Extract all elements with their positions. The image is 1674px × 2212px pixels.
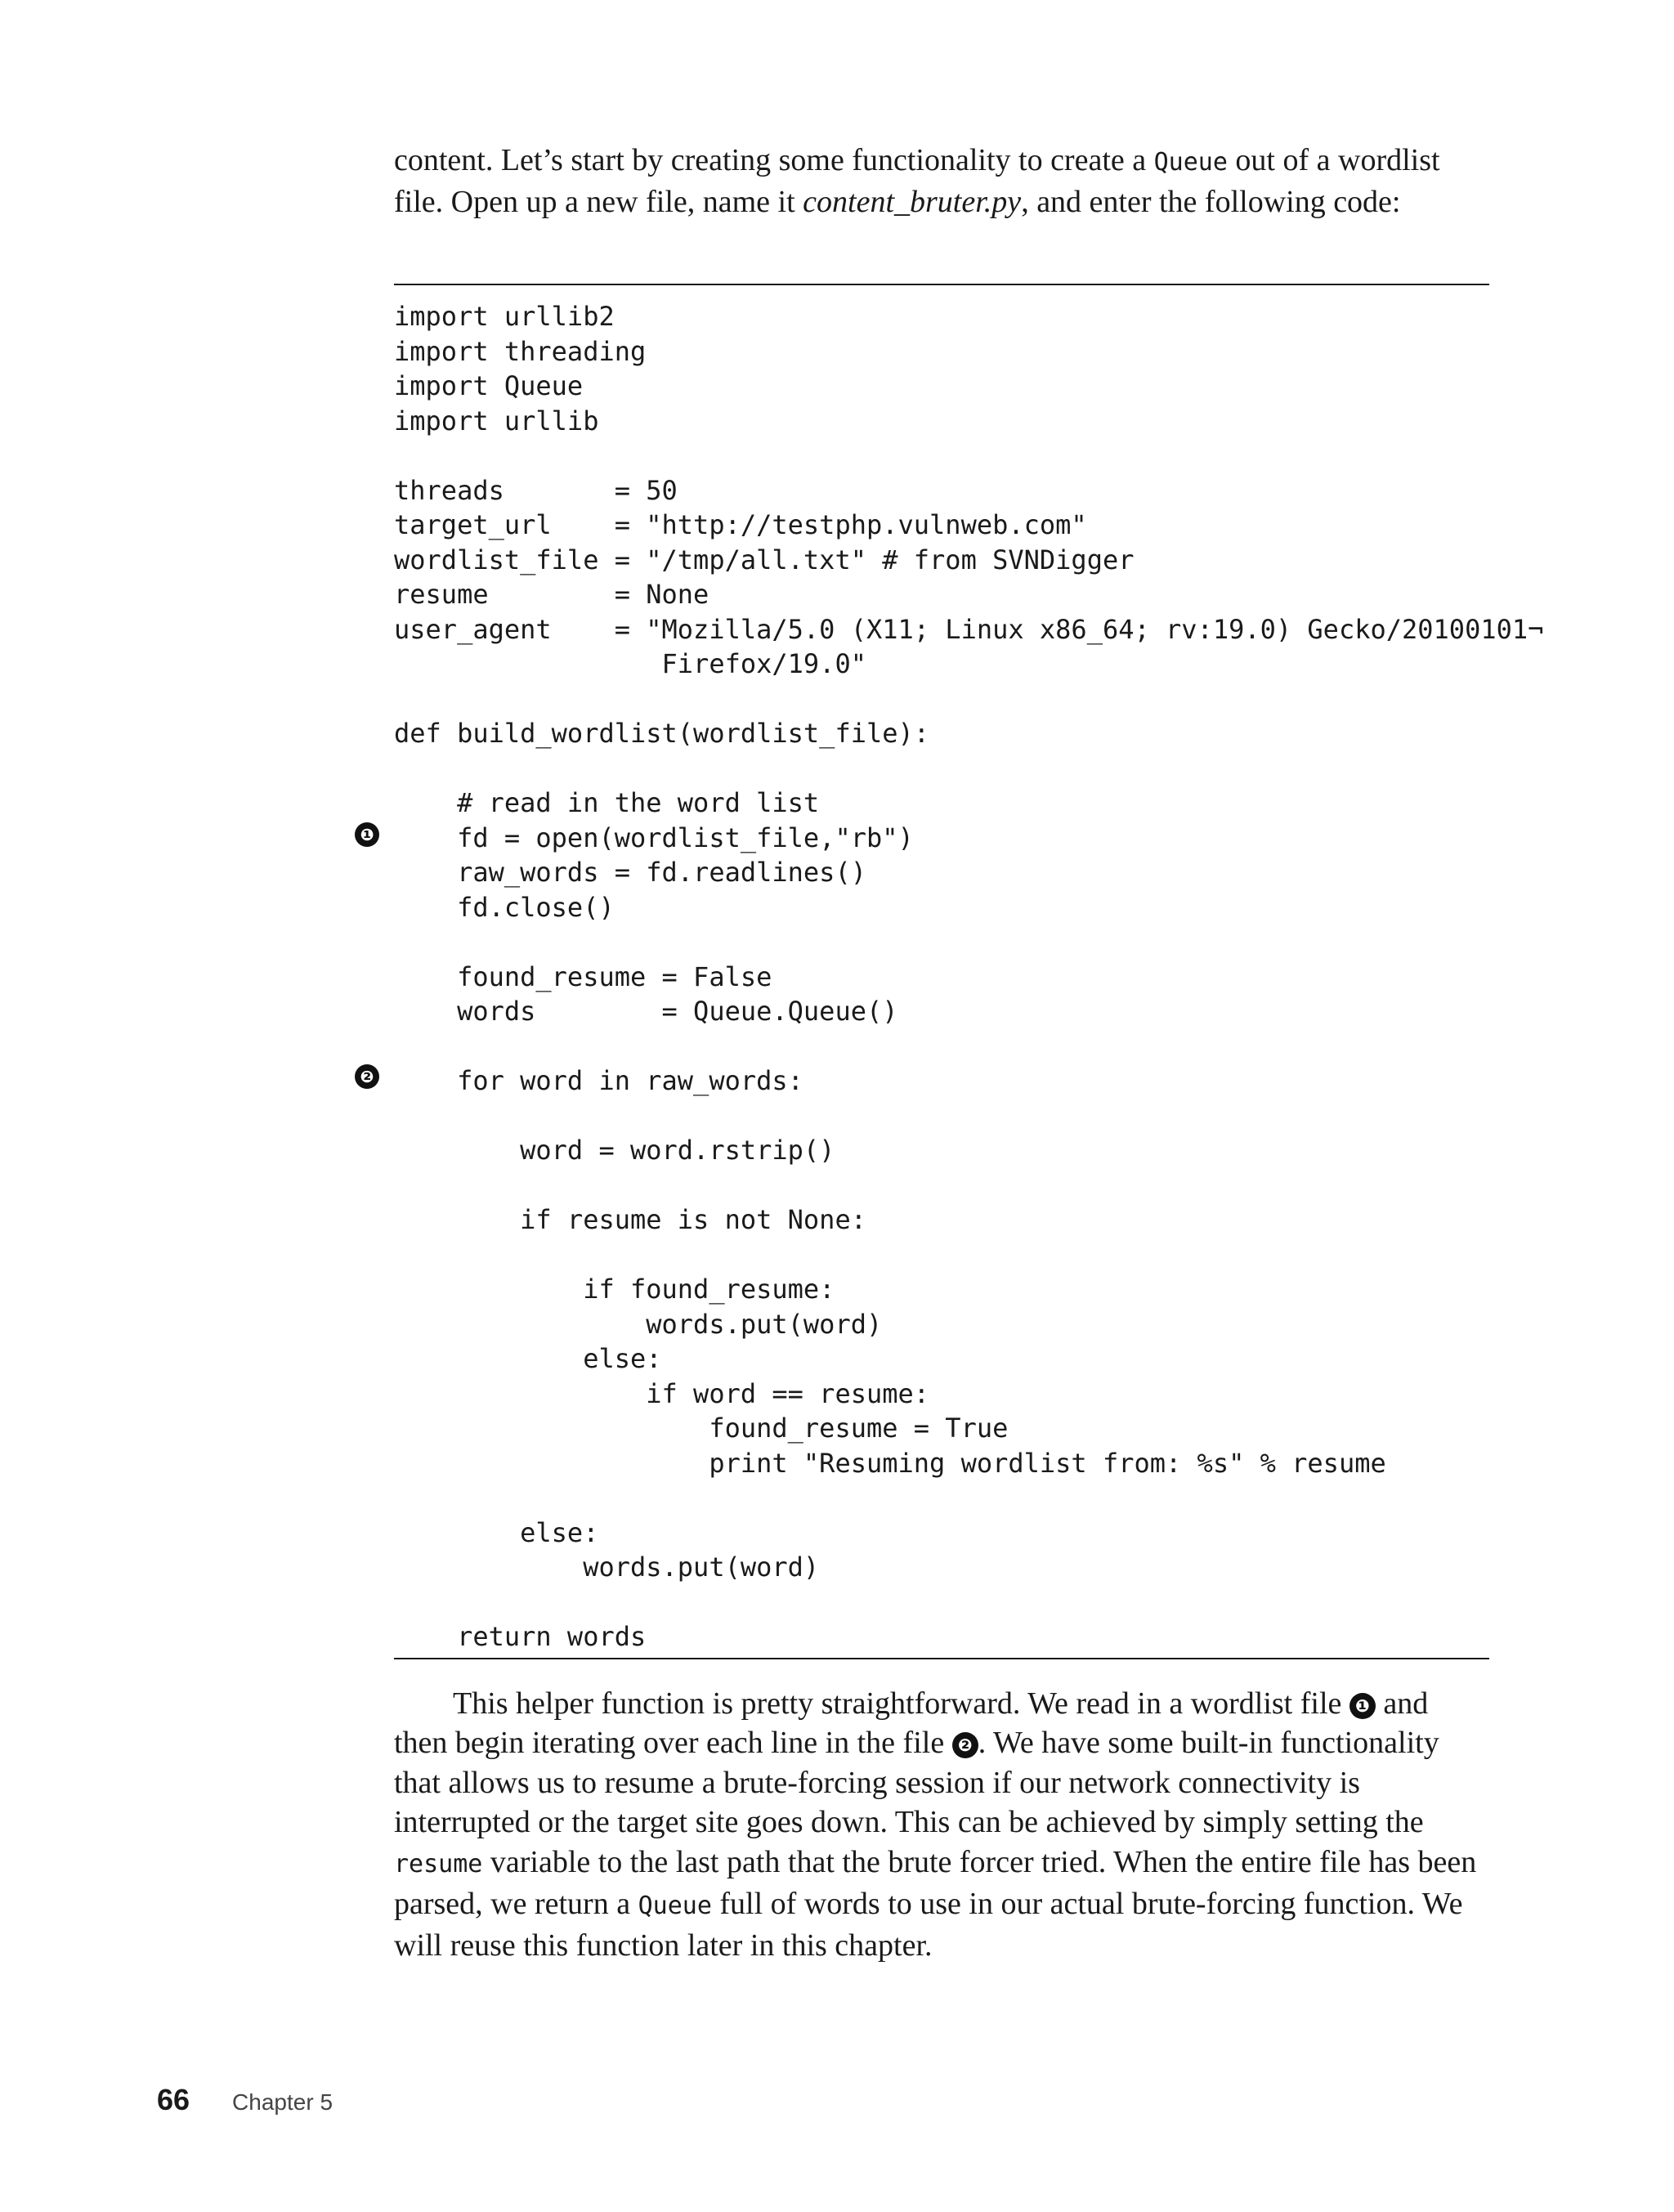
code-line: if resume is not None: [394, 1204, 866, 1235]
code-line: user_agent = "Mozilla/5.0 (X11; Linux x86_64; rv:19.0) Gecko/20100101¬ [394, 613, 1544, 645]
code-top-rule [394, 284, 1489, 285]
code-line: words.put(word) [394, 1552, 820, 1583]
intro-text-2: out of a wordlist file. Open up a new file, name it [394, 143, 1440, 220]
body-paragraph [394, 1684, 1489, 1966]
code-bottom-rule [394, 1658, 1489, 1659]
code-listing [394, 299, 1544, 1655]
code-line: return words [394, 1621, 647, 1652]
code-line: words.put(word) [394, 1308, 883, 1340]
callout-1-marker: ❶ [355, 822, 379, 847]
code-line: import urllib [394, 405, 599, 437]
code-line: found_resume = False [394, 960, 772, 992]
code-line: print "Resuming wordlist from: %s" % resume [394, 1447, 1386, 1479]
filename: content_bruter.py [803, 185, 1022, 220]
inline-callout-1: ❶ [1349, 1693, 1376, 1719]
code-line: resume = None [394, 579, 709, 610]
code-line: wordlist_file = "/tmp/all.txt" # from SVNDigger [394, 544, 1135, 575]
code-line: found_resume = True [394, 1413, 1009, 1444]
code-line: threads = 50 [394, 474, 678, 506]
code-line: if found_resume: [394, 1274, 835, 1305]
page-number: 66 [157, 2083, 190, 2116]
body-text-2: and then begin iterating over each line in the file [394, 1686, 1429, 1761]
code-line: Firefox/19.0" [394, 648, 866, 679]
code-line: # read in the word list [394, 787, 820, 818]
inline-callout-2: ❷ [952, 1732, 978, 1758]
body-text-5: full of words to use in our actual brute-forcing function. We will reuse this function later in this chapter. [394, 1887, 1463, 1963]
inline-code-queue: Queue [1153, 148, 1228, 177]
code-line: else: [394, 1516, 599, 1548]
code-line: for word in raw_words: [394, 1065, 803, 1096]
code-line: else: [394, 1343, 662, 1374]
body-text-4: variable to the last path that the brute forcer tried. When the entire file has been parsed, we return a [394, 1844, 1477, 1922]
code-line: def build_wordlist(wordlist_file): [394, 718, 930, 749]
code-line: import urllib2 [394, 301, 615, 332]
body-text-3: . We have some built-in functionality that allows us to resume a brute-forcing session if our network connectivity is interrupted or the target site goes down. This can be achieved by simply setting the [394, 1726, 1439, 1840]
intro-text-3: , and enter the following code: [1021, 185, 1401, 220]
inline-code-resume: resume [394, 1849, 483, 1878]
code-line: raw_words = fd.readlines() [394, 857, 866, 888]
code-line: fd = open(wordlist_file,"rb") [394, 822, 914, 853]
intro-text-1: content. Let’s start by creating some functionality to create a [394, 143, 1154, 177]
page-footer [157, 2083, 333, 2117]
callout-2-marker: ❷ [355, 1064, 379, 1089]
code-line: fd.close() [394, 891, 615, 923]
code-line: if word == resume: [394, 1377, 930, 1409]
code-line: word = word.rstrip() [394, 1135, 835, 1166]
code-line: words = Queue.Queue() [394, 996, 898, 1027]
code-line: import threading [394, 335, 647, 367]
body-text-1: This helper function is pretty straightforward. We read in a wordlist file [453, 1686, 1349, 1721]
code-line: import Queue [394, 370, 584, 401]
inline-code-queue-2: Queue [638, 1892, 712, 1921]
chapter-label: Chapter 5 [232, 2089, 333, 2115]
code-line: target_url = "http://testphp.vulnweb.com" [394, 509, 1087, 540]
intro-paragraph [394, 141, 1489, 222]
